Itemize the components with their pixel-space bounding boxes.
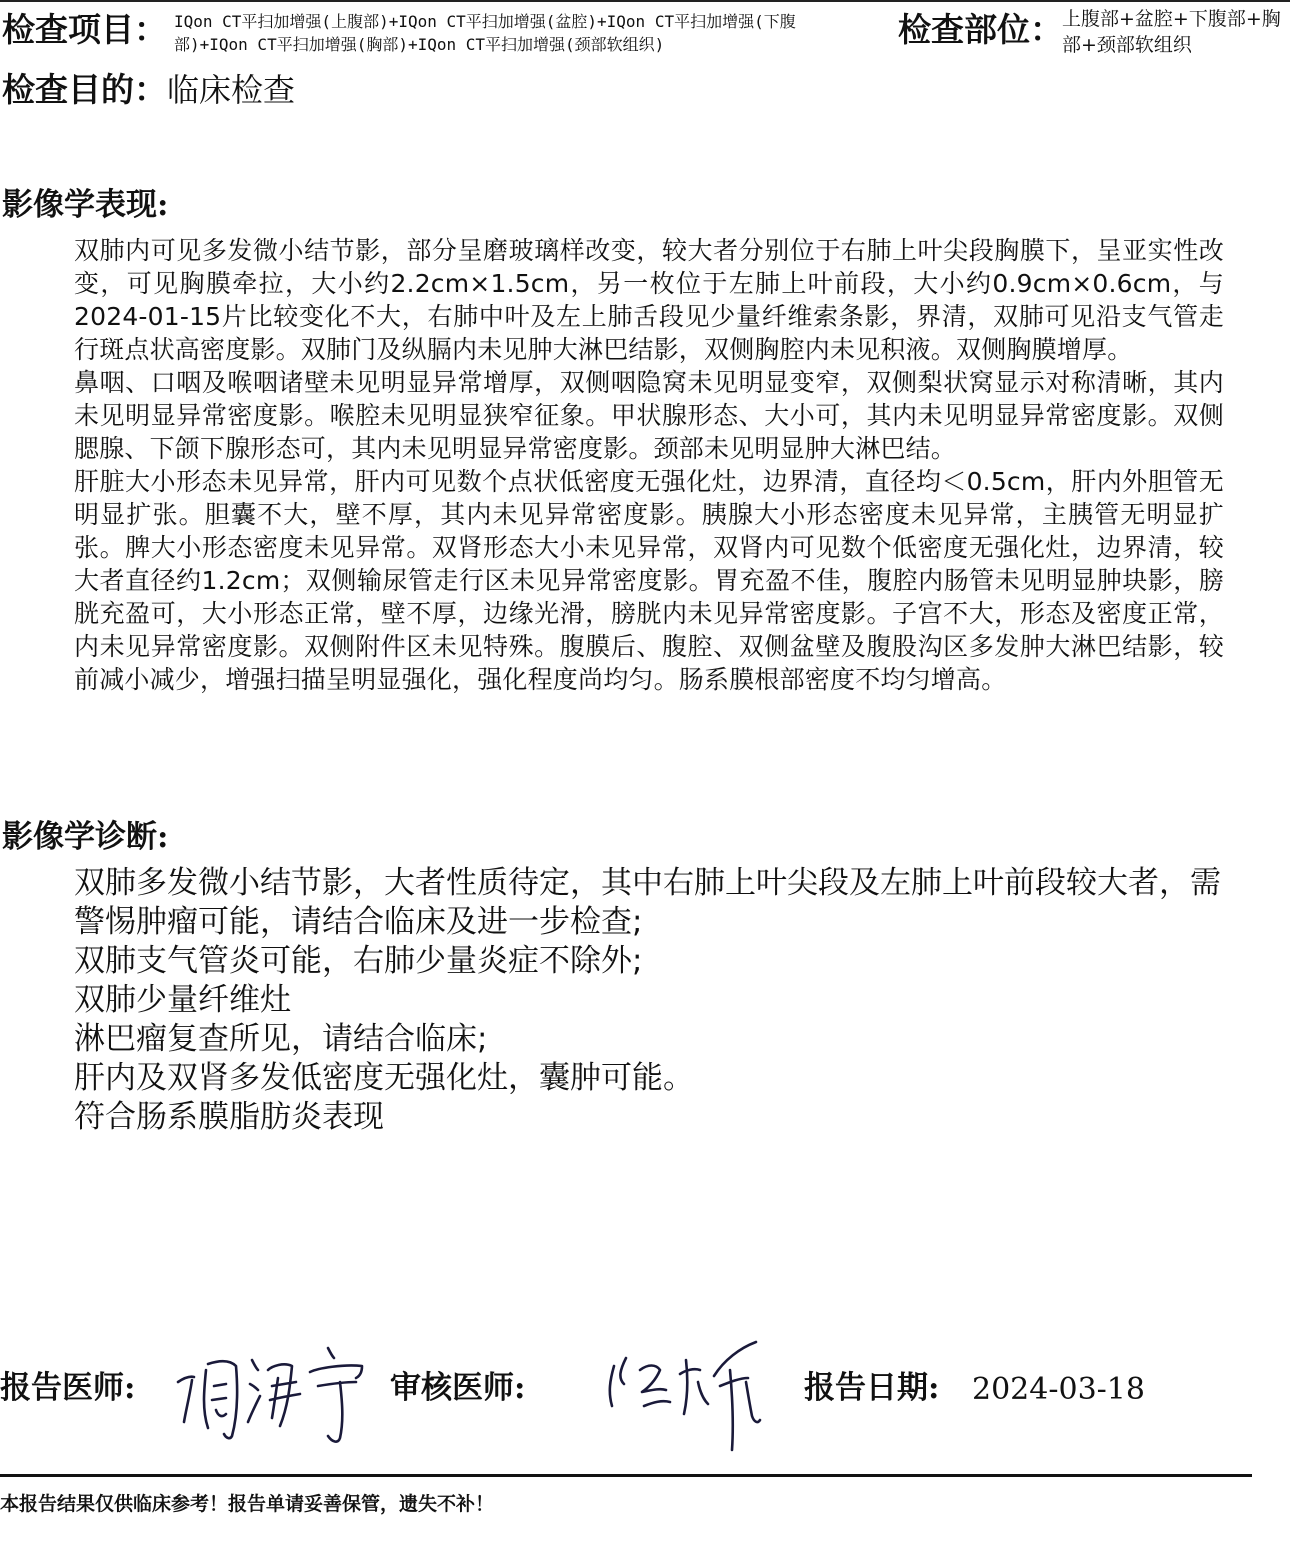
report-date-label: 报告日期:: [804, 1370, 940, 1406]
diagnosis-line: 肝内及双肾多发低密度无强化灶，囊肿可能。: [74, 1060, 694, 1096]
exam-site-label: 检查部位：: [898, 10, 1063, 49]
diagnosis-line: 双肺多发微小结节影，大者性质待定，其中右肺上叶尖段及左肺上叶前段较大者，需警惕肿瘤可能，请结合临床及进一步检查;: [74, 865, 1221, 940]
diagnosis-line: 淋巴瘤复查所见，请结合临床;: [74, 1021, 488, 1057]
findings-paragraph-chest: 双肺内可见多发微小结节影，部分呈磨玻璃样改变，较大者分别位于右肺上叶尖段胸膜下，呈亚实性改变，可见胸膜牵拉，大小约2.2cm×1.5cm，另一枚位于左肺上叶前段，大小约0.9cm×0.6cm，与2024-01-15片比较变化不大，右肺中叶及左上肺舌段见少量纤维索条影，界清，双肺可见沿支气管走行斑点状高密度影。双肺门及纵膈内未见肿大淋巴结影，双侧胸腔内未见积液。双侧胸膜增厚。: [74, 236, 1224, 364]
top-divider: [0, 0, 1290, 2]
exam-purpose-value: 临床检查: [167, 71, 296, 109]
diagnosis-line: 符合肠系膜脂肪炎表现: [74, 1099, 384, 1135]
findings-paragraph-neck: 鼻咽、口咽及喉咽诸壁未见明显异常增厚，双侧咽隐窝未见明显变窄，双侧梨状窝显示对称清晰，其内未见明显异常密度影。喉腔未见明显狭窄征象。甲状腺形态、大小可，其内未见明显异常密度影。双侧腮腺、下颌下腺形态可，其内未见明显异常密度影。颈部未见明显肿大淋巴结。: [74, 368, 1224, 463]
report-doctor-label: 报告医师:: [0, 1370, 136, 1406]
findings-heading: 影像学表现:: [2, 187, 169, 223]
exam-purpose-label: 检查目的：: [2, 70, 167, 109]
findings-body: [74, 234, 1224, 696]
findings-paragraph-abdomen: 肝脏大小形态未见异常，肝内可见数个点状低密度无强化灶，边界清，直径均＜0.5cm，肝内外胆管无明显扩张。胆囊不大，壁不厚，其内未见异常密度影。胰腺大小形态密度未见异常，主胰管无明显扩张。脾大小形态密度未见异常。双肾形态大小未见异常，双肾内可见数个低密度无强化灶，边界清，较大者直径约1.2cm；双侧输尿管走行区未见异常密度影。胃充盈不佳，腹腔内肠管未见明显肿块影，膀胱充盈可，大小形态正常，壁不厚，边缘光滑，膀胱内未见异常密度影。子宫不大，形态及密度正常，内未见异常密度影。双侧附件区未见特殊。腹膜后、腹腔、双侧盆壁及腹股沟区多发肿大淋巴结影，较前减小减少，增强扫描呈明显强化，强化程度尚均匀。肠系膜根部密度不均匀增高。: [74, 467, 1224, 694]
diagnosis-line: 双肺支气管炎可能，右肺少量炎症不除外;: [74, 943, 643, 979]
report-doctor-signature: [168, 1330, 378, 1450]
diagnosis-body: [74, 864, 1234, 1137]
report-date-value: 2024-03-18: [972, 1372, 1145, 1407]
footer-disclaimer: 本报告结果仅供临床参考！报告单请妥善保管，遗失不补！: [0, 1493, 495, 1515]
exam-site-value: 上腹部+盆腔+下腹部+胸部+颈部软组织: [1062, 8, 1281, 56]
diagnosis-line: 双肺少量纤维灶: [74, 982, 291, 1018]
review-doctor-signature: [600, 1330, 770, 1460]
diagnosis-heading: 影像学诊断:: [2, 819, 169, 855]
exam-item-label: 检查项目：: [2, 10, 167, 49]
review-doctor-label: 审核医师:: [390, 1370, 526, 1406]
exam-purpose-row: [2, 68, 295, 112]
exam-item-value: IQon CT平扫加增强(上腹部)+IQon CT平扫加增强(盆腔)+IQon CT平扫加增强(下腹部)+IQon CT平扫加增强(胸部)+IQon CT平扫加增强(颈部软组织): [174, 12, 796, 54]
bottom-divider: [0, 1474, 1252, 1477]
